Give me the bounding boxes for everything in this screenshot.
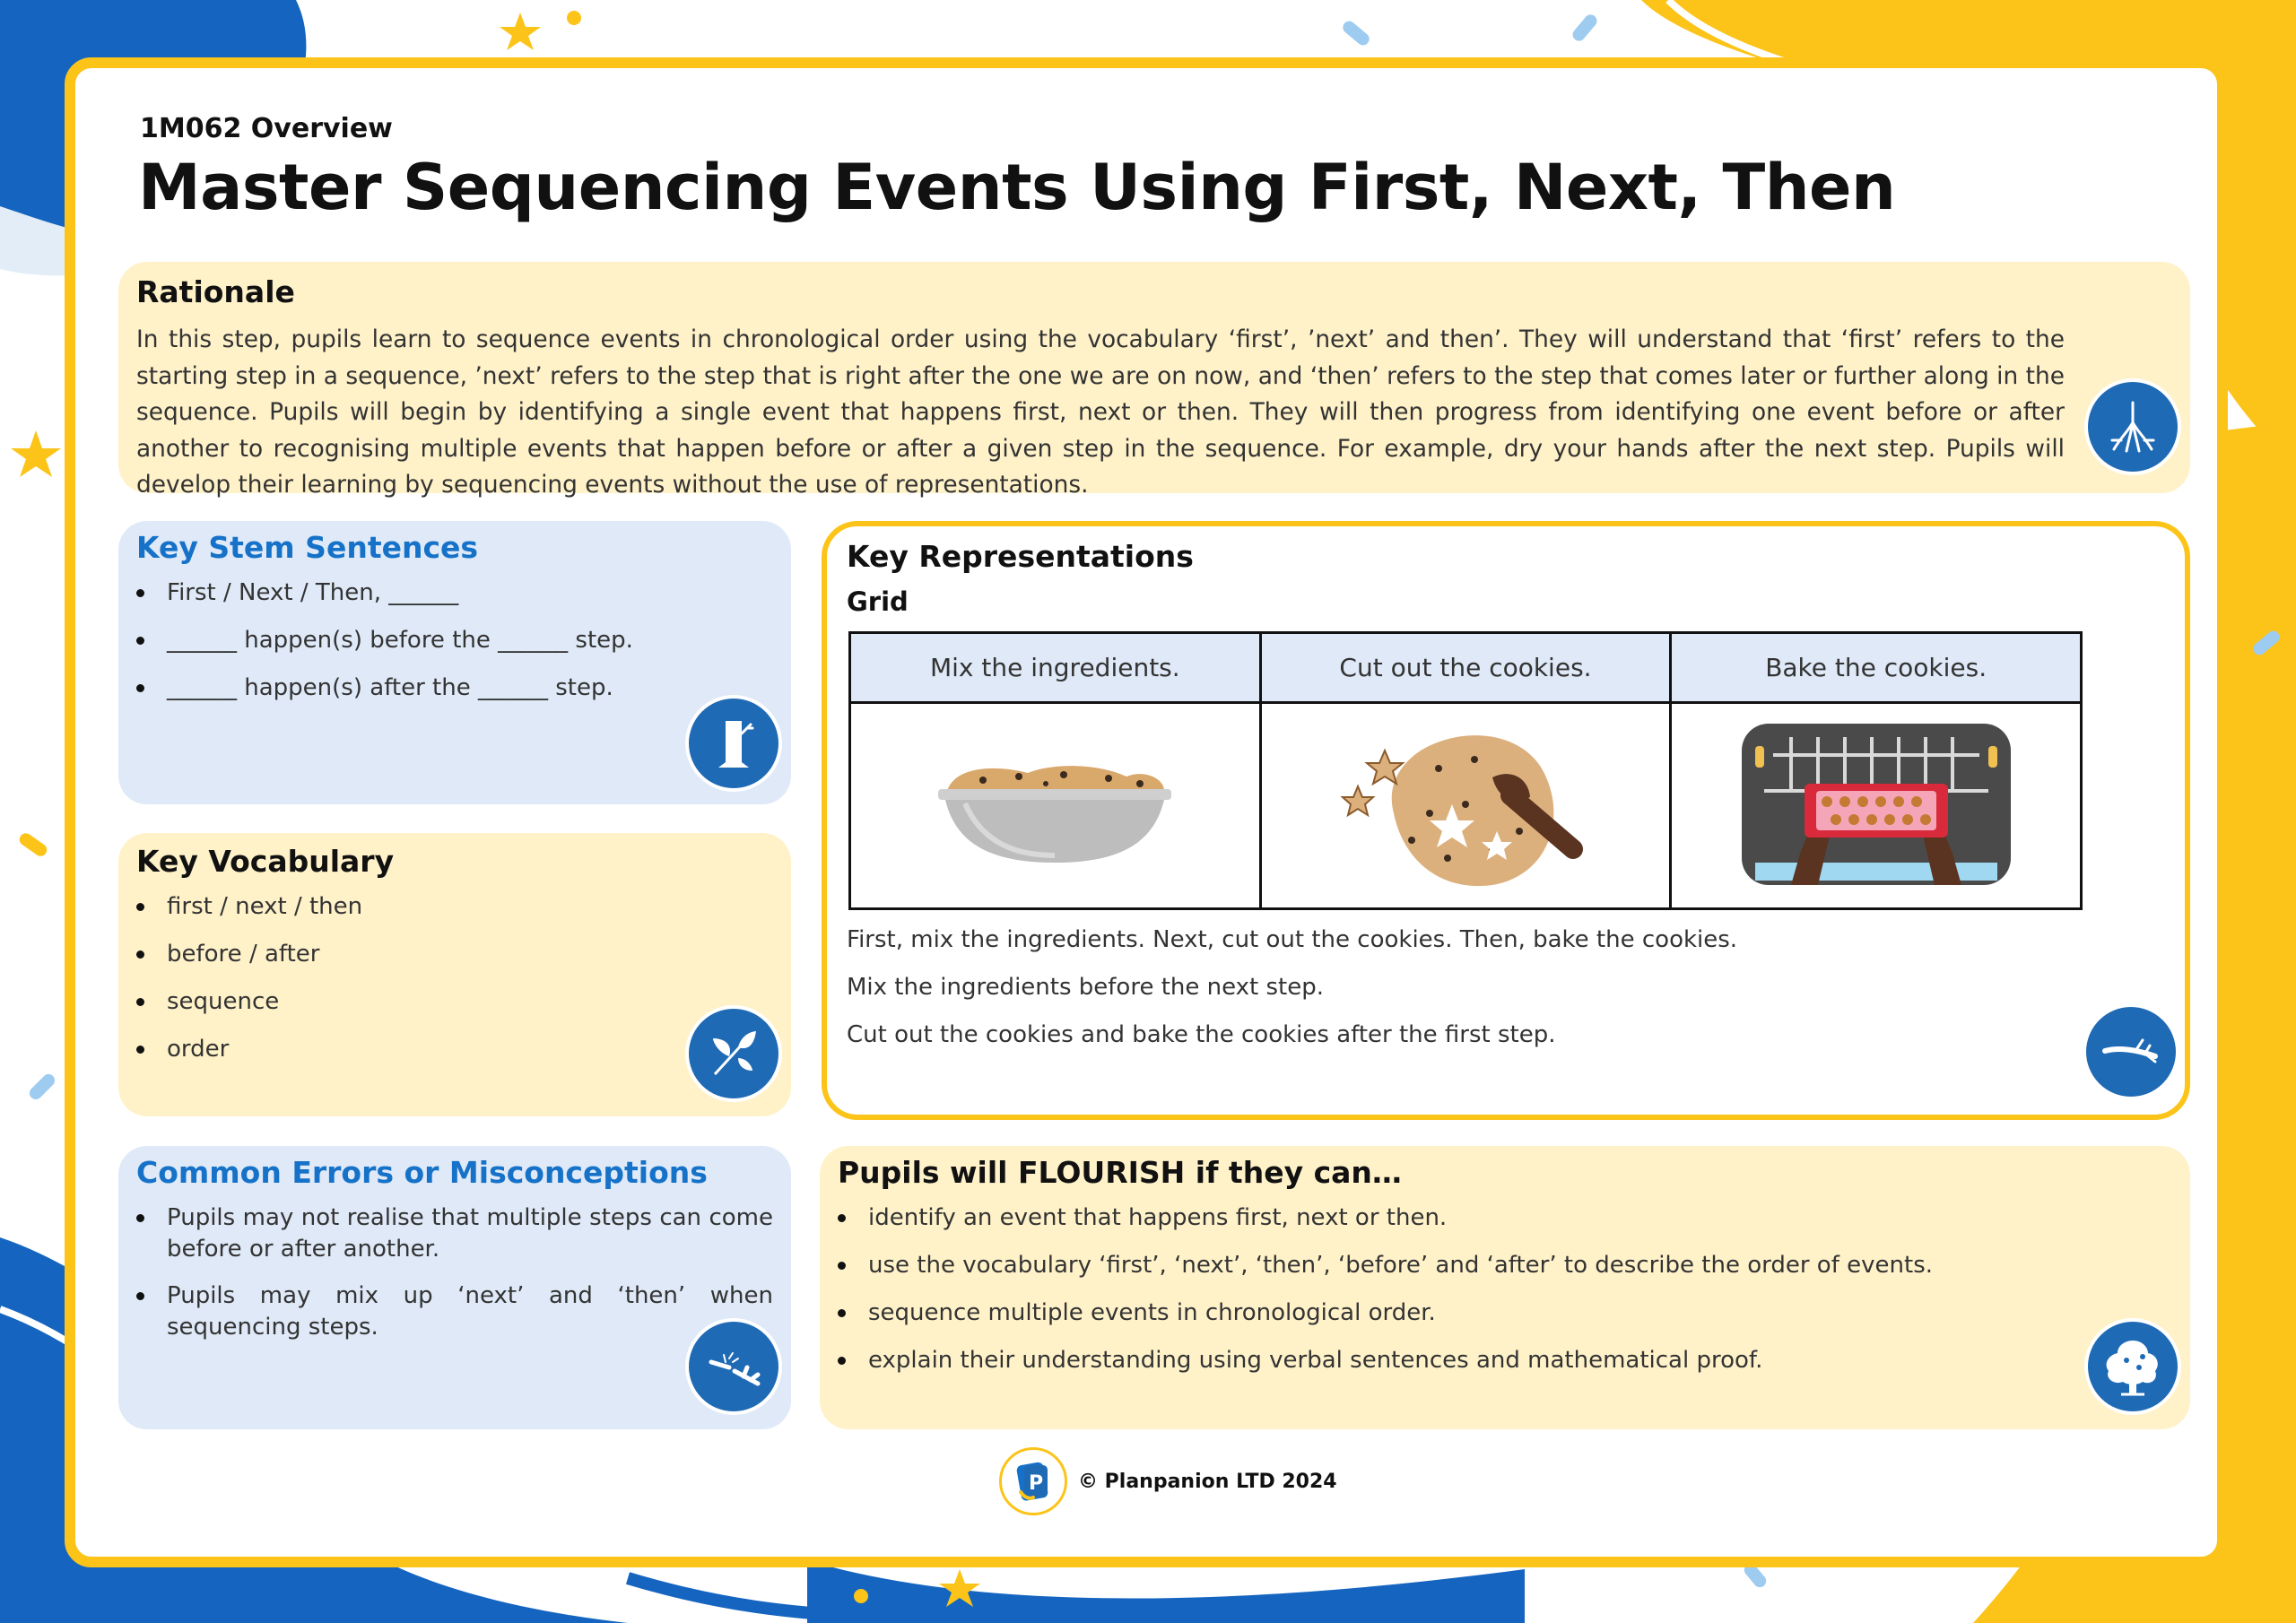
- overview-card: [65, 57, 2228, 1567]
- list-item: Pupils may not realise that multiple steps can come before or after another.: [136, 1202, 773, 1265]
- representations-heading: Key Representations: [847, 539, 1194, 574]
- key-vocabulary-panel: [118, 833, 791, 1116]
- list-item: ______ happen(s) after the ______ step.: [136, 673, 773, 703]
- stump-icon: [685, 695, 782, 792]
- list-item: identify an event that happens first, next or then.: [838, 1202, 2172, 1233]
- representation-sentence: Mix the ingredients before the next step.: [847, 974, 1325, 1001]
- key-stem-sentences-panel: [118, 521, 791, 804]
- stem-sentences-list: [136, 577, 773, 703]
- branch-icon: [2083, 1003, 2179, 1100]
- page-title: Master Sequencing Events Using First, Next, Then: [138, 151, 1896, 224]
- key-representations-panel: [822, 521, 2190, 1120]
- errors-list: [136, 1202, 773, 1343]
- leaves-icon: [685, 1005, 782, 1102]
- representations-subheading: Grid: [847, 586, 909, 617]
- grid-header-cell: Bake the cookies.: [1671, 633, 2082, 703]
- flourish-heading: Pupils will FLOURISH if they can…: [838, 1155, 1402, 1190]
- rationale-panel: [118, 262, 2190, 499]
- logo-letter: P: [1028, 1472, 1044, 1495]
- list-item: sequence multiple events in chronological order.: [838, 1298, 2172, 1328]
- flourish-panel: [820, 1146, 2190, 1429]
- list-item: explain their understanding using verbal sentences and mathematical proof.: [838, 1345, 2172, 1376]
- stem-sentences-heading: Key Stem Sentences: [136, 530, 479, 565]
- list-item: use the vocabulary ‘first’, ‘next’, ‘then’, ‘before’ and ‘after’ to describe the order of events.: [838, 1250, 2172, 1280]
- sequence-grid: [848, 631, 2083, 910]
- list-item: ______ happen(s) before the ______ step.: [136, 625, 773, 655]
- copyright-text: © Planpanion LTD 2024: [1078, 1470, 1337, 1493]
- planpanion-logo: [999, 1447, 1067, 1515]
- list-item: sequence: [136, 986, 773, 1017]
- roots-icon: [2084, 378, 2181, 475]
- common-errors-panel: [118, 1146, 791, 1429]
- rationale-heading: Rationale: [136, 274, 295, 309]
- representation-sentence: Cut out the cookies and bake the cookies after the first step.: [847, 1021, 1556, 1048]
- grid-header-cell: Mix the ingredients.: [850, 633, 1261, 703]
- list-item: First / Next / Then, ______: [136, 577, 773, 608]
- cookie-cutting-image: [1260, 703, 1671, 909]
- mixing-bowl-image: [850, 703, 1261, 909]
- vocabulary-list: [136, 891, 773, 1064]
- list-item: first / next / then: [136, 891, 773, 922]
- flourish-list: [838, 1202, 2172, 1376]
- list-item: Pupils may mix up ‘next’ and ‘then’ when sequencing steps.: [136, 1280, 773, 1343]
- vocabulary-heading: Key Vocabulary: [136, 844, 395, 879]
- tree-icon: [2084, 1318, 2181, 1415]
- list-item: before / after: [136, 939, 773, 969]
- rationale-text: In this step, pupils learn to sequence events in chronological order using the vocabulary ‘first’, ’next’ and then’. They will understand that ‘first’ refers to the starting step in a sequence, ’next’ refers to the step that is right after the one we are on now, and ‘then’ refers to the step that comes later or further along in the sequence. Pupils will begin by identifying a single event that happens first, next or then. They will then progress from identifying one event before or after another to recognising multiple events that happen before or after a given step in the sequence. For example, dry your hands after the next step. Pupils will develop their learning by sequencing events without the use of representations.: [136, 325, 2065, 499]
- broken-branch-icon: [685, 1318, 782, 1415]
- footer: [999, 1447, 1337, 1515]
- representations-sentences: [847, 924, 2165, 1050]
- representation-sentence: First, mix the ingredients. Next, cut out the cookies. Then, bake the cookies.: [847, 926, 1738, 953]
- errors-heading: Common Errors or Misconceptions: [136, 1155, 708, 1190]
- oven-baking-image: [1671, 703, 2082, 909]
- list-item: order: [136, 1034, 773, 1064]
- overview-code: 1M062 Overview: [140, 113, 393, 144]
- grid-header-cell: Cut out the cookies.: [1260, 633, 1671, 703]
